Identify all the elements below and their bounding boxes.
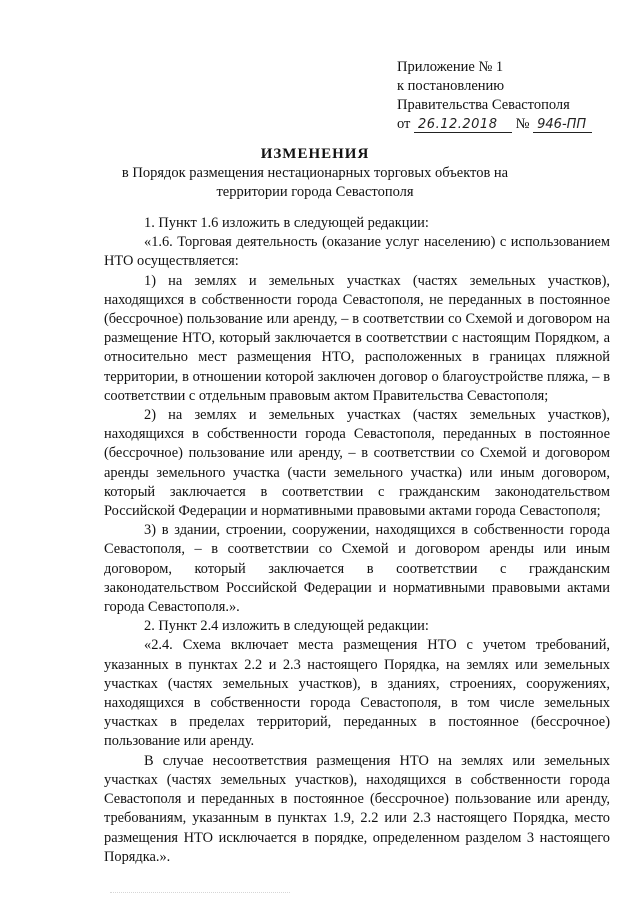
paragraph: «2.4. Схема включает места размещения НТО с учетом требований, указанных в пунктах 2.2 и 2.3 настоящего Порядка, на землях или земельных участках (частях земельных участков), в зданиях, строениях, сооружениях, находящихся в собственности города Севастополя, в том числе земельных участках в пределах территорий, переданных в постоянное (бессрочное) пользование или аренду. [104, 637, 610, 750]
appendix-line-1: Приложение № 1 [397, 59, 504, 75]
document-subtitle: в Порядок размещения нестационарных торговых объектов на территории города Севастополя [121, 165, 509, 200]
number-prefix: № [515, 116, 530, 132]
date-prefix: от [397, 116, 411, 132]
paragraph: 2) на землях и земельных участках (частях земельных участков), находящихся в собственности города Севастополя, переданных в постоянное (бессрочное) пользование или аренду, – в соответствии со Схемой и договором аренды земельного участка (части земельного участка) или иным договором, который заключается в соответствии с гражданским законодательством Российской Федерации и нормативными правовыми актами города Севастополя; [104, 407, 610, 520]
document-title: ИЗМЕНЕНИЯ [260, 146, 370, 162]
paragraph: 1. Пункт 1.6 изложить в следующей редакции: [144, 215, 429, 231]
paragraph: «1.6. Торговая деятельность (оказание услуг населению) с использованием НТО осуществляется: [104, 234, 610, 270]
document-body [104, 214, 610, 867]
handwritten-number: 946-ПП [533, 117, 592, 133]
paragraph: 1) на землях и земельных участках (частях земельных участков), находящихся в собственности города Севастополя, не переданных в постоянное (бессрочное) пользование или аренду, – в соответствии со Схемой и договором на размещение НТО, который заключается в соответствии с настоящим Порядком, а относительно мест размещения НТО, расположенных в границах пляжной территории, в отношении которой заключен договор о благоустройстве пляжа, – в соответствии с отдельным правовым актом Правительства Севастополя; [104, 272, 610, 404]
handwritten-date: 26.12.2018 [414, 117, 512, 133]
appendix-line-3: Правительства Севастополя [397, 97, 570, 113]
appendix-line-2: к постановлению [397, 78, 505, 94]
paragraph: 2. Пункт 2.4 изложить в следующей редакции: [144, 618, 429, 635]
paragraph: 3) в здании, строении, сооружении, находящихся в собственности города Севастополя, – в соответствии со Схемой и договором аренды или иным договором, который заключается в соответствии с гражданским законодательством Российской Федерации и нормативными правовыми актами города Севастополя.». [104, 522, 610, 616]
scan-artifact [110, 892, 290, 899]
appendix-date-line [397, 115, 617, 134]
appendix-block [397, 58, 617, 134]
paragraph: В случае несоответствия размещения НТО на землях или земельных участках (частях земельных участков), находящихся в собственности города Севастополя и переданных в постоянное (бессрочное) пользование или аренду, требованиям, указанным в пунктах 1.9, 2.2 или 2.3 настоящего Порядка, место размещения НТО исключается в порядке, определенном разделом 3 настоящего Порядка.». [104, 752, 610, 865]
